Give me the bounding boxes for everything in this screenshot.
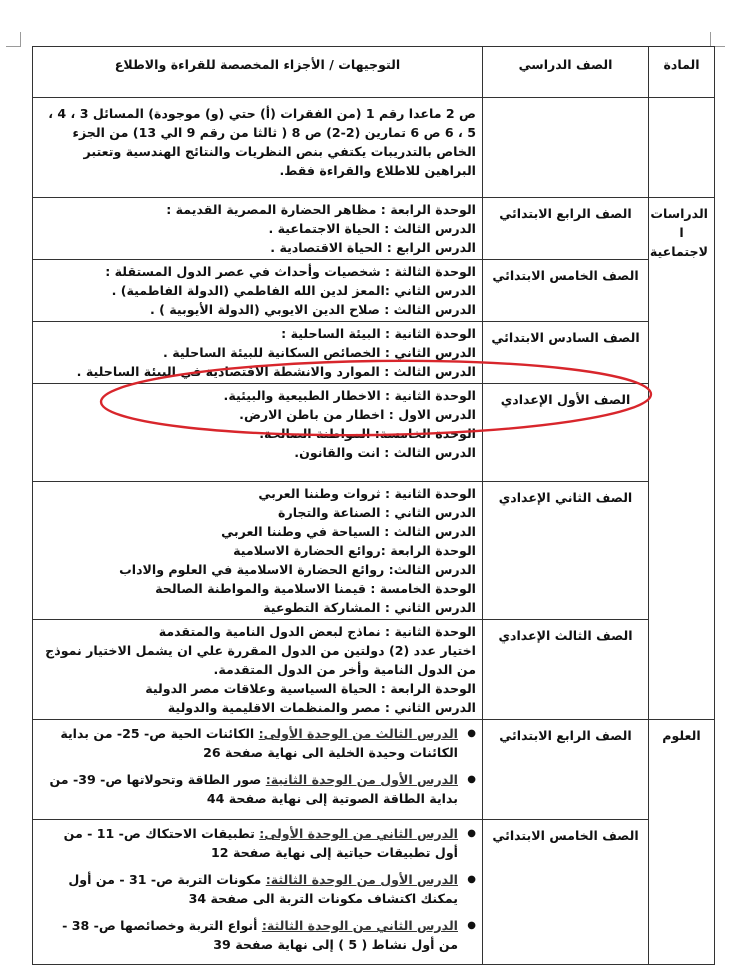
content-line: الدرس الثالث : الموارد والانشطة الاقتصادية في البيئة الساحلية . bbox=[76, 364, 476, 379]
header-row bbox=[33, 47, 715, 98]
content-line: الدرس الثالث : صلاح الدين الايوبي (الدولة الأيوبية ) . bbox=[149, 302, 476, 317]
lesson-text: صور الطاقة وتحولاتها ص- 39- من بداية الطاقة الصوتية إلى نهاية صفحة 44 bbox=[49, 772, 458, 806]
content-line: الدرس الثالث : الحياة الاجتماعية . bbox=[268, 221, 476, 236]
content-line: الوحدة الرابعة : مظاهر الحضارة المصرية القديمة : bbox=[166, 202, 476, 217]
content-line: 5 ، 6 ص 6 تمارين (2-2) ص 8 ( ثالثا من رقم 9 الي 13) من الجزء bbox=[72, 125, 476, 140]
list-item bbox=[39, 770, 476, 808]
lesson-heading: الدرس الثالث من الوحدة الأولى: bbox=[258, 726, 458, 741]
content-cell bbox=[33, 384, 483, 482]
content-line: الوحدة الرابعة :روائع الحضارة الاسلامية bbox=[233, 543, 476, 558]
content-line: الوحدة الثالثة : شخصيات وأحداث في عصر الدول المستقلة : bbox=[105, 264, 476, 279]
content-line: الوحدة الثانية : ثروات وطننا العربي bbox=[258, 486, 476, 501]
content-line: الدرس الثاني : مصر والمنظمات الاقليمية والدولية bbox=[167, 700, 476, 715]
content-line: الوحدة الخامسة : قيمنا الاسلامية والمواطنة الصالحة bbox=[155, 581, 476, 596]
content-cell bbox=[33, 260, 483, 322]
content-line: الدرس الاول : اخطار من باطن الارض. bbox=[239, 407, 476, 422]
grade-cell: الصف الخامس الابتدائي bbox=[483, 260, 649, 322]
content-line: الوحدة الثانية : الاخطار الطبيعية والبيئية. bbox=[223, 388, 476, 403]
content-line: الدرس الرابع : الحياة الاقتصادية . bbox=[270, 240, 476, 255]
subject-cell-empty bbox=[649, 98, 715, 198]
content-line: من الدول النامية وأخر من الدول المتقدمة. bbox=[213, 662, 476, 677]
content-cell bbox=[33, 198, 483, 260]
content-cell bbox=[33, 820, 483, 965]
table-row bbox=[33, 98, 715, 198]
page-corner-mark bbox=[710, 32, 725, 47]
content-line: البراهين للاطلاع والقراءة فقط. bbox=[279, 163, 476, 178]
grade-cell: الصف الثالث الإعدادي bbox=[483, 620, 649, 720]
grade-cell: الصف الأول الإعدادي bbox=[483, 384, 649, 482]
table-row bbox=[33, 482, 715, 620]
content-cell bbox=[33, 720, 483, 820]
content-line: الدرس الثاني : الصناعة والتجارة bbox=[278, 505, 476, 520]
lesson-text: مكونات التربة ص- 31 - من أول يمكنك اكتشاف مكونات التربة الى صفحة 34 bbox=[68, 872, 458, 906]
content-line: الوحدة الرابعة : الحياة السياسية وعلاقات مصر الدولية bbox=[145, 681, 476, 696]
header-content: التوجيهات / الأجزاء المخصصة للقراءة والاطلاع bbox=[33, 47, 483, 98]
content-line: ص 2 ماعدا رقم 1 (من الفقرات (أ) حتي (و) موجودة) المسائل 3 ، 4 ، bbox=[48, 106, 476, 121]
table-row bbox=[33, 260, 715, 322]
lesson-heading: الدرس الثاني من الوحدة الأولى: bbox=[259, 826, 458, 841]
content-cell bbox=[33, 482, 483, 620]
lesson-list bbox=[39, 724, 476, 808]
list-item bbox=[39, 724, 476, 762]
content-line: الوحدة الخامسة: المواطنة الصالحة. bbox=[259, 426, 476, 441]
content-line: الدرس الثالث: روائع الحضارة الاسلامية في العلوم والاداب bbox=[119, 562, 476, 577]
content-line: الوحدة الثانية : البيئة الساحلية : bbox=[281, 326, 476, 341]
lesson-heading: الدرس الأول من الوحدة الثالثة: bbox=[265, 872, 458, 887]
subject-cell-science: العلوم bbox=[649, 720, 715, 965]
content-line: الدرس الثاني : الخصائص السكانية للبيئة الساحلية . bbox=[163, 345, 476, 360]
page-corner-mark bbox=[6, 32, 21, 47]
table-row bbox=[33, 322, 715, 384]
lesson-text: الكائنات الحية ص- 25- من بداية الكائنات وحيدة الخلية الى نهاية صفحة 26 bbox=[60, 726, 458, 760]
table-row bbox=[33, 720, 715, 820]
header-grade: الصف الدراسي bbox=[483, 47, 649, 98]
content-line: الدرس الثالث : السياحة في وطننا العربي bbox=[221, 524, 476, 539]
grade-cell: الصف الثاني الإعدادي bbox=[483, 482, 649, 620]
grade-cell: الصف الرابع الابتدائي bbox=[483, 198, 649, 260]
lesson-text: أنواع التربة وخصائصها ص- 38 - من أول نشاط ( 5 ) إلى نهاية صفحة 39 bbox=[62, 918, 458, 952]
list-item bbox=[39, 916, 476, 954]
content-line: الوحدة الثانية : نماذج لبعض الدول النامية والمتقدمة bbox=[158, 624, 476, 639]
content-cell bbox=[33, 322, 483, 384]
lesson-heading: الدرس الثاني من الوحدة الثالثة: bbox=[261, 918, 458, 933]
content-line: الخاص بالتدريبات يكتفي بنص النظريات والنتائج الهندسية وتعتبر bbox=[83, 144, 476, 159]
grade-cell-empty bbox=[483, 98, 649, 198]
content-line: الدرس الثالث : انت والقانون. bbox=[294, 445, 476, 460]
content-line: اختيار عدد (2) دولتين من الدول المقررة علي ان يشمل الاختيار نموذج bbox=[45, 643, 476, 658]
subject-cell-social: الدراسات ا لاجتماعية bbox=[649, 198, 715, 720]
grade-cell: الصف الخامس الابتدائي bbox=[483, 820, 649, 965]
curriculum-table bbox=[32, 46, 715, 965]
lesson-list bbox=[39, 824, 476, 954]
content-line: الدرس الثاني :المعز لدين الله الفاطمي (الدولة الفاطمية) . bbox=[111, 283, 476, 298]
header-subject: المادة bbox=[649, 47, 715, 98]
content-line: الدرس الثاني : المشاركة التطوعية bbox=[263, 600, 476, 615]
table-row bbox=[33, 384, 715, 482]
grade-cell: الصف الرابع الابتدائي bbox=[483, 720, 649, 820]
content-cell bbox=[33, 98, 483, 198]
table-row bbox=[33, 620, 715, 720]
lesson-text: تطبيقات الاحتكاك ص- 11 - من أول تطبيقات حياتية إلى نهاية صفحة 12 bbox=[63, 826, 458, 860]
list-item bbox=[39, 824, 476, 862]
content-cell bbox=[33, 620, 483, 720]
table-row bbox=[33, 820, 715, 965]
list-item bbox=[39, 870, 476, 908]
table-row bbox=[33, 198, 715, 260]
lesson-heading: الدرس الأول من الوحدة الثانية: bbox=[265, 772, 458, 787]
grade-cell: الصف السادس الابتدائي bbox=[483, 322, 649, 384]
